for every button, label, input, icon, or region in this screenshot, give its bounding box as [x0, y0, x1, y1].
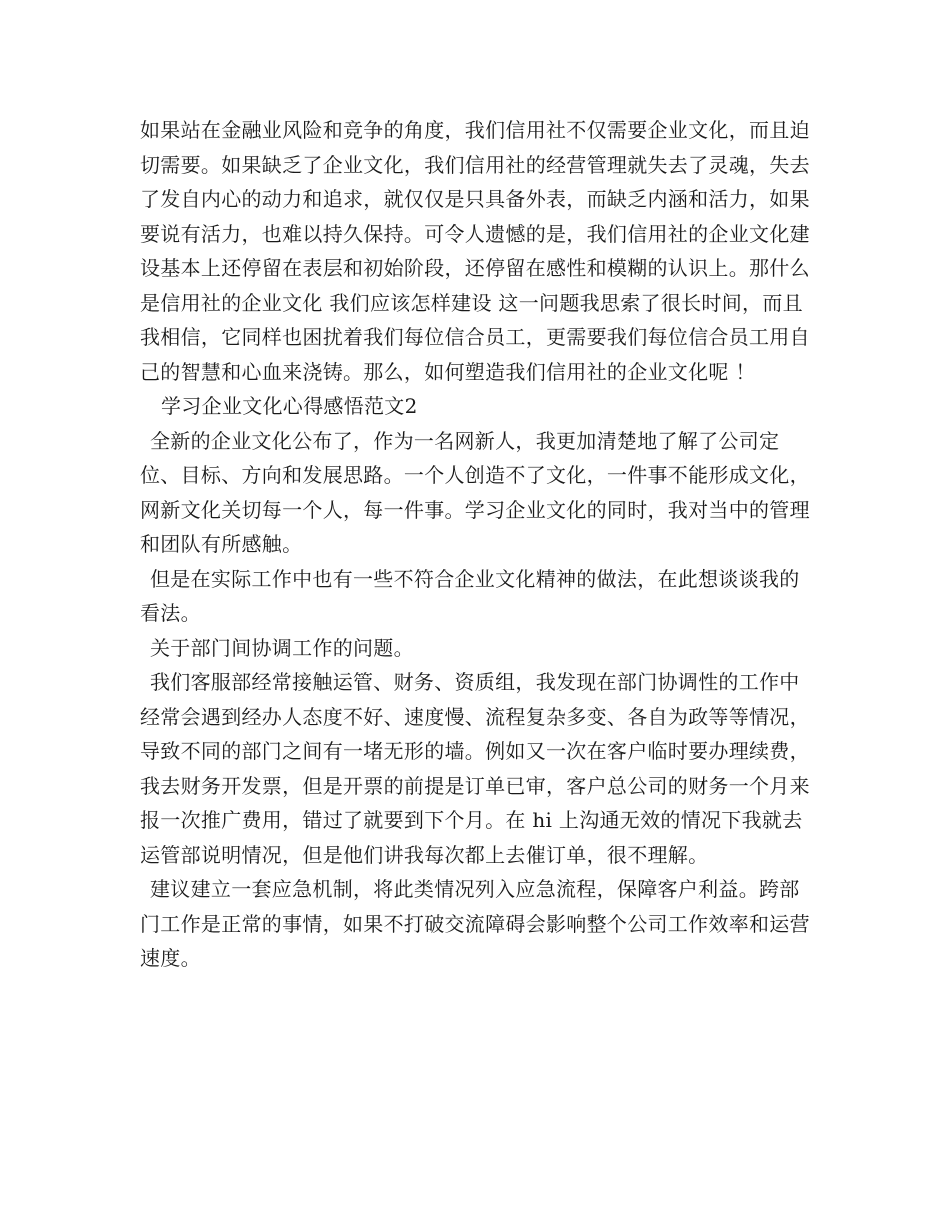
- section-heading: 学习企业文化心得感悟范文2: [161, 394, 418, 418]
- paragraph-new-culture: 全新的企业文化公布了，作为一名网新人，我更加清楚地了解了公司定位、目标、方向和发展思路。一个人创造不了文化，一件事不能形成文化，网新文化关切每一个人，每一件事。学习企业文化的同时，我对当中的管理和团队有所感触。: [140, 428, 810, 556]
- paragraph-credit-union-culture: 如果站在金融业风险和竞争的角度，我们信用社不仅需要企业文化，而且迫切需要。如果缺乏了企业文化，我们信用社的经营管理就失去了灵魂，失去了发自内心的动力和追求，就仅仅是只具备外表，而缺乏内涵和活力，如果要说有活力，也难以持久保持。可令人遗憾的是，我们信用社的企业文化建设基本上还停留在表层和初始阶段，还停留在感性和模糊的认识上。那什么是信用社的企业文化 我们应该怎样建设 这一问题我思索了很长时间，而且我相信，它同样也困扰着我们每位信合员工，更需要我们每位信合员工用自己的智慧和心血来浇铸。那么，如何塑造我们信用社的企业文化呢 ！: [140, 118, 810, 384]
- paragraph-customer-service-example: 我们客服部经常接触运管、财务、资质组，我发现在部门协调性的工作中经常会遇到经办人态度不好、速度慢、流程复杂多变、各自为政等等情况，导致不同的部门之间有一堵无形的墙。例如又一次在客户临时要办理续费，我去财务开发票，但是开票的前提是订单已审，客户总公司的财务一个月来报一次推广费用，错过了就要到下个月。在 hi 上沟通无效的情况下我就去运管部说明情况，但是他们讲我每次都上去催订单，很不理解。: [140, 670, 810, 867]
- paragraph-suggestion: 建议建立一套应急机制，将此类情况列入应急流程，保障客户利益。跨部门工作是正常的事情，如果不打破交流障碍会影响整个公司工作效率和运营速度。: [140, 877, 810, 970]
- document-body: [140, 113, 815, 976]
- paragraph-coordination-topic: 关于部门间协调工作的问题。: [150, 635, 414, 660]
- paragraph-inconsistent-practices: 但是在实际工作中也有一些不符合企业文化精神的做法，在此想谈谈我的看法。: [140, 566, 800, 625]
